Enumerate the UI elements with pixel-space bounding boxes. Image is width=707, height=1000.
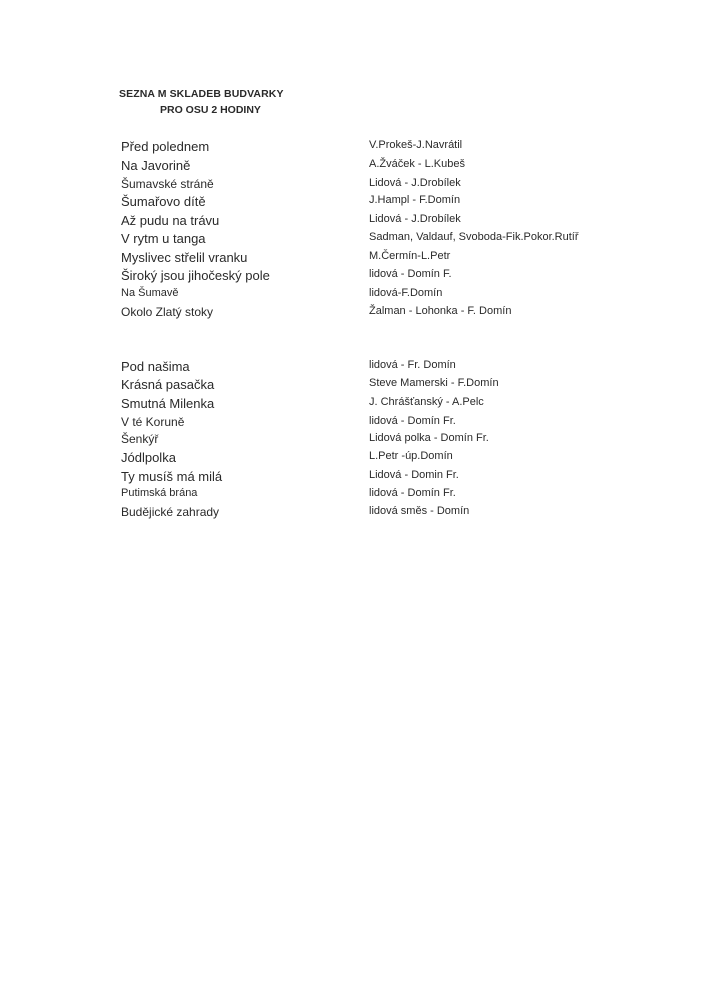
song-author: J. Chrášťanský - A.Pelc bbox=[369, 396, 484, 408]
song-title: Ty musíš má milá bbox=[121, 469, 223, 484]
song-title: Jódlpolka bbox=[121, 450, 176, 465]
song-title: Myslivec střelil vranku bbox=[121, 250, 248, 265]
song-author: lidová - Fr. Domín bbox=[369, 359, 456, 371]
song-author: Lidová - J.Drobílek bbox=[369, 177, 461, 189]
song-author: A.Žváček - L.Kubeš bbox=[369, 158, 465, 170]
song-author: M.Čermín-L.Petr bbox=[369, 250, 451, 262]
song-author: lidová - Domín F. bbox=[369, 268, 452, 280]
song-title: Na Javorině bbox=[121, 158, 191, 173]
song-title: Šumařovo dítě bbox=[121, 194, 206, 209]
list-item bbox=[0, 432, 707, 450]
song-author: Lidová - Domin Fr. bbox=[369, 469, 459, 481]
song-author: V.Prokeš-J.Navrátil bbox=[369, 139, 463, 151]
song-author: Steve Mamerski - F.Domín bbox=[369, 377, 499, 389]
song-title: Široký jsou jihočeský pole bbox=[121, 268, 270, 283]
list-item bbox=[0, 487, 707, 505]
song-title: Budějické zahrady bbox=[121, 505, 220, 519]
list-item bbox=[0, 305, 707, 323]
song-title: V rytm u tanga bbox=[121, 231, 206, 246]
song-title: Okolo Zlatý stoky bbox=[121, 305, 214, 319]
song-author: L.Petr -úp.Domín bbox=[369, 450, 453, 462]
song-author: Sadman, Valdauf, Svoboda-Fik.Pokor.Rutíř bbox=[369, 231, 579, 243]
song-title: Před polednem bbox=[121, 139, 210, 154]
list-item bbox=[0, 177, 707, 195]
list-item bbox=[0, 268, 707, 286]
song-title: Smutná Milenka bbox=[121, 396, 215, 411]
song-title: Šenkýř bbox=[121, 432, 159, 446]
song-author: lidová-F.Domín bbox=[369, 287, 443, 299]
list-item bbox=[0, 231, 707, 249]
list-item bbox=[0, 377, 707, 395]
document-title: SEZNA M SKLADEB BUDVARKY bbox=[119, 88, 284, 100]
song-author: lidová - Domín Fr. bbox=[369, 487, 456, 499]
list-item bbox=[0, 213, 707, 231]
song-title: Krásná pasačka bbox=[121, 377, 215, 392]
song-title: Šumavské stráně bbox=[121, 177, 214, 191]
list-item bbox=[0, 287, 707, 305]
list-item bbox=[0, 505, 707, 523]
song-author: lidová směs - Domín bbox=[369, 505, 470, 517]
list-item bbox=[0, 396, 707, 414]
list-item bbox=[0, 139, 707, 157]
song-title: Na Šumavě bbox=[121, 287, 179, 299]
song-title: Až pudu na trávu bbox=[121, 213, 220, 228]
song-title: Putimská brána bbox=[121, 487, 198, 499]
list-item bbox=[0, 359, 707, 377]
song-title: Pod našima bbox=[121, 359, 190, 374]
list-item bbox=[0, 250, 707, 268]
list-item bbox=[0, 194, 707, 212]
list-item bbox=[0, 450, 707, 468]
song-author: Lidová - J.Drobílek bbox=[369, 213, 461, 225]
song-title: V té Koruně bbox=[121, 415, 185, 429]
list-item bbox=[0, 415, 707, 433]
list-item bbox=[0, 469, 707, 487]
song-author: Žalman - Lohonka - F. Domín bbox=[369, 305, 512, 317]
document-subtitle: PRO OSU 2 HODINY bbox=[160, 104, 261, 116]
song-author: J.Hampl - F.Domín bbox=[369, 194, 461, 206]
song-author: lidová - Domín Fr. bbox=[369, 415, 456, 427]
list-item bbox=[0, 158, 707, 176]
song-author: Lidová polka - Domín Fr. bbox=[369, 432, 489, 444]
